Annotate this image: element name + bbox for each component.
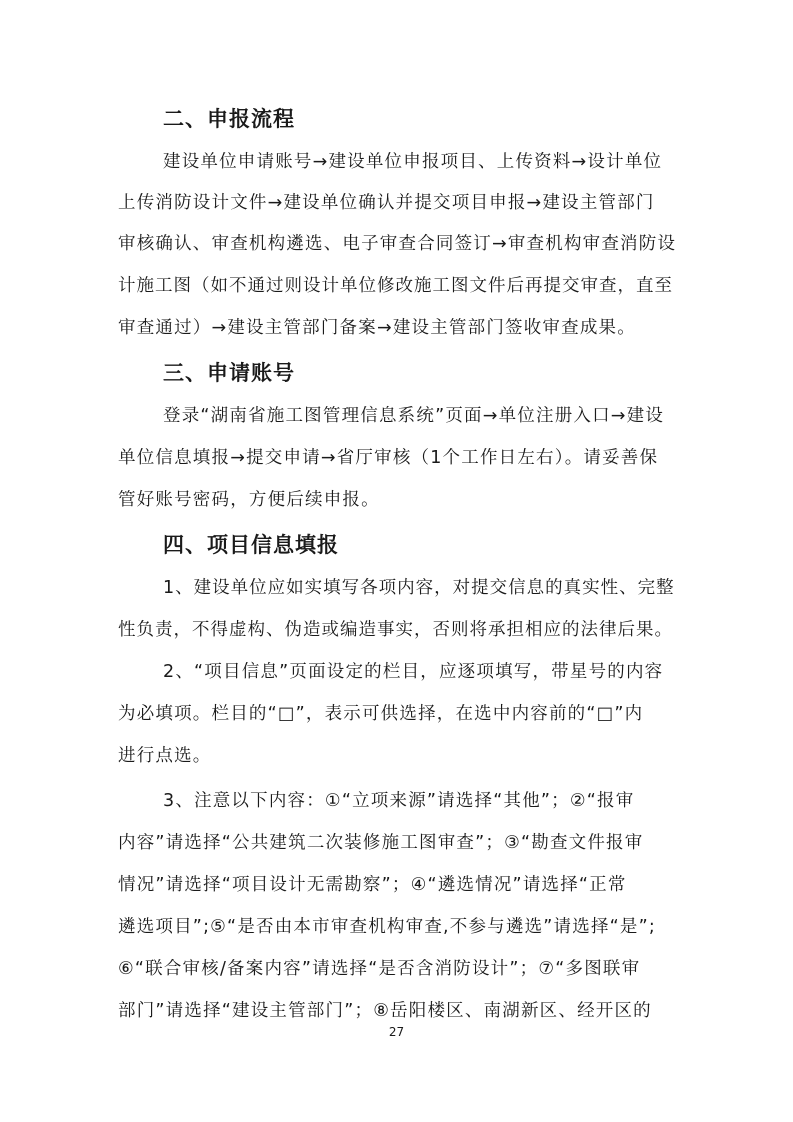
paragraph-line: 单位信息填报→提交申请→省厅审核（1个工作日左右）。请妥善保 bbox=[118, 448, 659, 468]
section-heading-project-info: 四、项目信息填报 bbox=[163, 533, 339, 557]
paragraph-line: 2、“项目信息”页面设定的栏目，应逐项填写，带星号的内容 bbox=[163, 662, 664, 682]
paragraph-line: 部门”请选择“建设主管部门”；⑧岳阳楼区、南湖新区、经开区的 bbox=[118, 1001, 652, 1021]
paragraph-line: 审查通过）→建设主管部门备案→建设主管部门签收审查成果。 bbox=[118, 318, 636, 338]
page-number: 27 bbox=[388, 1025, 405, 1039]
paragraph-line: ⑥“联合审核/备案内容”请选择“是否含消防设计”；⑦“多图联审 bbox=[118, 959, 641, 979]
paragraph-line: 上传消防设计文件→建设单位确认并提交项目申报→建设主管部门 bbox=[118, 193, 655, 213]
paragraph-line: 审核确认、审查机构遴选、电子审查合同签订→审查机构审查消防设 bbox=[118, 234, 677, 254]
paragraph-line: 建设单位申请账号→建设单位申报项目、上传资料→设计单位 bbox=[163, 152, 663, 172]
paragraph-line: 情况”请选择“项目设计无需勘察”；④“遴选情况”请选择“正常 bbox=[118, 875, 627, 895]
paragraph-line: 登录“湖南省施工图管理信息系统”页面→单位注册入口→建设 bbox=[163, 406, 665, 426]
paragraph-line: 1、建设单位应如实填写各项内容，对提交信息的真实性、完整 bbox=[163, 578, 675, 598]
paragraph-line: 内容”请选择“公共建筑二次装修施工图审查”；③“勘查文件报审 bbox=[118, 833, 644, 853]
section-heading-application-process: 二、申报流程 bbox=[163, 107, 295, 131]
paragraph-line: 进行点选。 bbox=[118, 746, 212, 766]
paragraph-line: 管好账号密码，方便后续申报。 bbox=[118, 490, 380, 510]
paragraph-line: 为必填项。栏目的“□”，表示可供选择，在选中内容前的“□”内 bbox=[118, 704, 644, 724]
paragraph-line: 3、注意以下内容：①“立项来源”请选择“其他”；②“报审 bbox=[163, 791, 635, 811]
paragraph-line: 性负责，不得虚构、伪造或编造事实，否则将承担相应的法律后果。 bbox=[118, 620, 673, 640]
paragraph-line: 遴选项目”;⑤“是否由本市审查机构审查,不参与遴选”请选择“是”; bbox=[118, 917, 656, 937]
paragraph-line: 计施工图（如不通过则设计单位修改施工图文件后再提交审查，直至 bbox=[118, 276, 673, 296]
section-heading-apply-account: 三、申请账号 bbox=[163, 361, 295, 385]
